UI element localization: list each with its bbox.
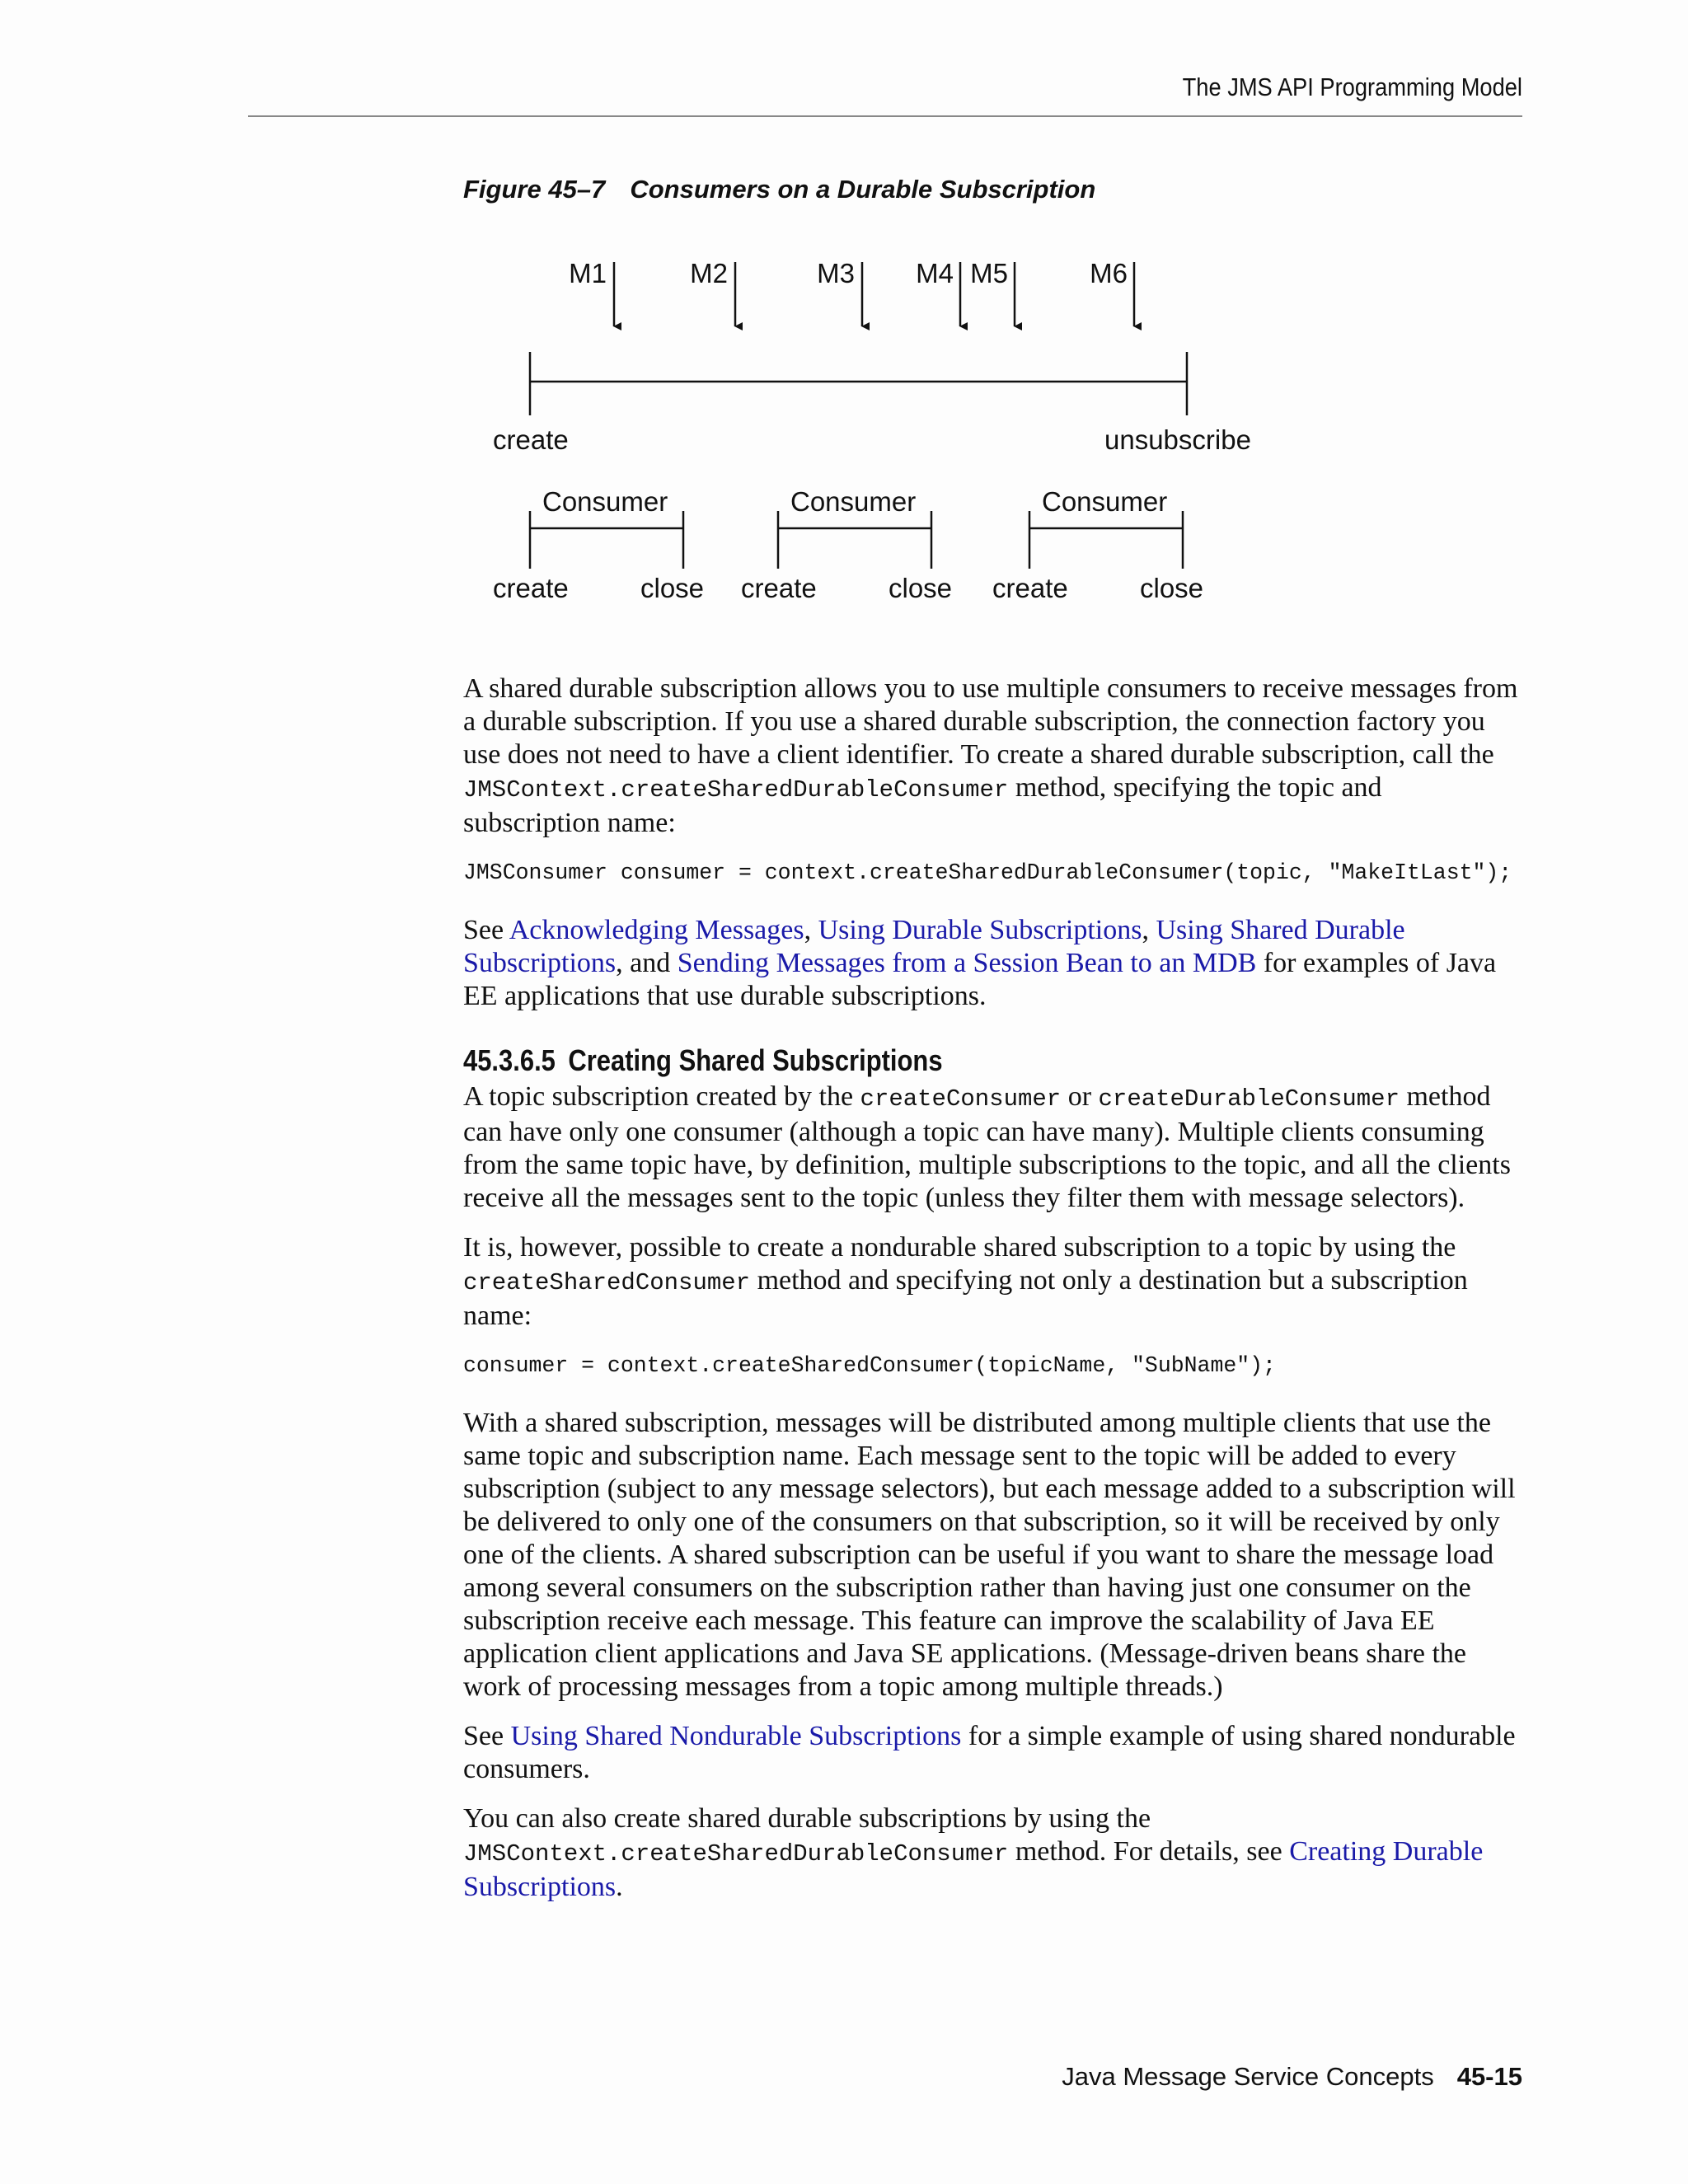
- consumer-lifetime: [1029, 511, 1183, 569]
- message-label: M6: [1090, 258, 1128, 288]
- paragraph: See Using Shared Nondurable Subscriptions for a simple example of using shared nondurable consumers.: [463, 1721, 1516, 1784]
- link-using-durable-subscriptions[interactable]: Using Durable Subscriptions: [818, 915, 1142, 945]
- link-using-shared-nondurable-subscriptions[interactable]: Using Shared Nondurable Subscriptions: [510, 1721, 962, 1751]
- message-label: M3: [817, 258, 855, 288]
- inline-code: JMSContext.createSharedDurableConsumer: [463, 776, 1009, 804]
- message-label: M4: [916, 258, 954, 288]
- section-heading: [463, 1043, 1374, 1079]
- page-footer: [248, 2062, 1522, 2092]
- link-acknowledging-messages[interactable]: Acknowledging Messages: [509, 915, 804, 945]
- consumer-label: Consumer: [790, 486, 917, 517]
- subscription-timeline: [530, 352, 1187, 415]
- paragraph: With a shared subscription, messages will be distributed among multiple clients that use the same topic and subscription name. Each message sent to the topic will be added to every subscription (subject to any message selectors), but each message added to a subscription will be delivered to only one of the consumers on that subscription, so it will be received by only one of the clients. A shared subscription can be useful if you want to share the message load among several consumers on the subscription rather than having just one consumer on the subscription receive each message. This feature can improve the scalability of Java EE application client applications and Java SE applications. (Message-driven beans share the work of processing messages from a topic among multiple threads.): [463, 1408, 1516, 1702]
- consumer-create-label: create: [493, 573, 569, 603]
- consumer-label: Consumer: [1042, 486, 1168, 517]
- consumer-create-label: create: [741, 573, 817, 603]
- consumer-close-label: close: [640, 573, 705, 603]
- body-content: [463, 673, 1522, 1920]
- paragraph: See Acknowledging Messages, Using Durable Subscriptions, Using Shared Durable Subscriptions, and Sending Messages from a Session Bean to an MDB for examples of Java EE applications that use durable subscriptions.: [463, 915, 1497, 1011]
- figure-title: Consumers on a Durable Subscription: [630, 175, 1096, 204]
- section-title: Creating Shared Subscriptions: [568, 1043, 943, 1077]
- subscription-create-label: create: [493, 424, 569, 455]
- inline-code: createConsumer: [860, 1085, 1062, 1113]
- paragraph: A topic subscription created by the createConsumer or createDurableConsumer method can have only one consumer (although a topic can have many). Multiple clients consuming from the same topic have, by definition, multiple subscriptions to the topic, and all the clients receive all the messages sent to the topic (unless they filter them with message selectors).: [463, 1081, 1511, 1213]
- section-number: 45.3.6.5: [463, 1043, 556, 1077]
- figure-number: Figure 45–7: [463, 175, 606, 204]
- link-sending-messages-session-bean-mdb[interactable]: Sending Messages from a Session Bean to an MDB: [677, 948, 1257, 978]
- page-number: 45-15: [1456, 2062, 1522, 2091]
- consumer-close-label: close: [1140, 573, 1204, 603]
- message-label: M1: [569, 258, 607, 288]
- footer-book-title: Java Message Service Concepts: [1062, 2062, 1434, 2091]
- consumer-label: Consumer: [542, 486, 668, 517]
- paragraph: A shared durable subscription allows you to use multiple consumers to receive messages from a durable subscription. If you use a shared durable subscription, the connection factory you use does not need to have a client identifier. To create a shared durable subscription, call the JMSContext.createSharedDurableConsumer method, specifying the topic and subscription name:: [463, 673, 1518, 838]
- consumer-create-label: create: [992, 573, 1068, 603]
- link-creating-durable-subscriptions[interactable]: Creating Durable Subscriptions: [463, 1836, 1484, 1902]
- message-label: M5: [970, 258, 1008, 288]
- inline-code: JMSContext.createSharedDurableConsumer: [463, 1840, 1009, 1868]
- message-label: M2: [690, 258, 728, 288]
- durable-subscription-diagram: [0, 0, 1688, 626]
- consumer-lifetime: [530, 511, 683, 569]
- inline-code: createSharedConsumer: [463, 1269, 751, 1296]
- running-header: The JMS API Programming Model: [1182, 73, 1522, 101]
- paragraph: It is, however, possible to create a nondurable shared subscription to a topic by using the createSharedConsumer method and specifying not only a destination but a subscription name:: [463, 1232, 1468, 1331]
- consumer-lifetime: [778, 511, 931, 569]
- paragraph: You can also create shared durable subscriptions by using the JMSContext.createSharedDurableConsumer method. For details, see Creating Durable Subscriptions.: [463, 1803, 1484, 1902]
- inline-code: createDurableConsumer: [1098, 1085, 1400, 1113]
- consumer-close-label: close: [889, 573, 953, 603]
- code-example: consumer = context.createSharedConsumer(topicName, "SubName");: [463, 1353, 1276, 1378]
- subscription-unsubscribe-label: unsubscribe: [1104, 424, 1251, 455]
- code-example: JMSConsumer consumer = context.createSharedDurableConsumer(topic, "MakeItLast");: [463, 860, 1512, 885]
- link-using-shared-durable-subscriptions[interactable]: Using Shared Durable Subscriptions: [463, 915, 1405, 978]
